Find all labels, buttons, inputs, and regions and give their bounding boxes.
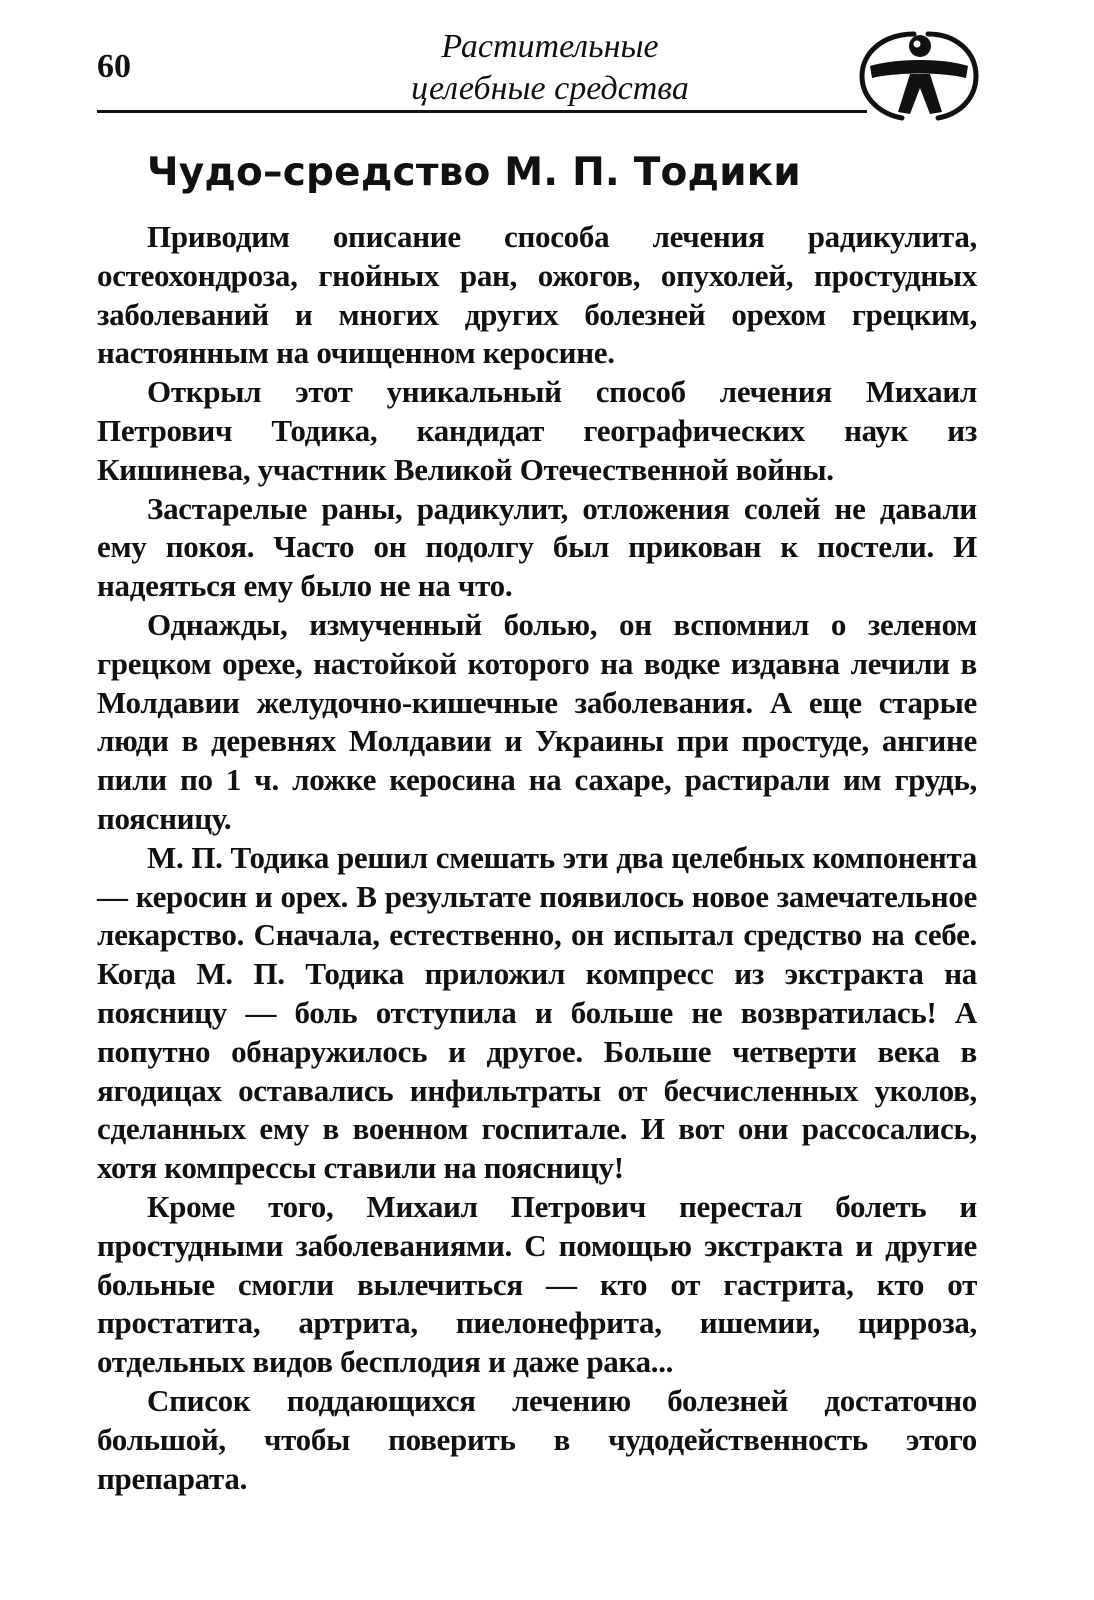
paragraph: Открыл этот уникальный способ лечения Михаил Петрович Тодика, кандидат географических наук из Кишинева, участник Великой Отечественной войны.	[97, 374, 977, 487]
paragraph: М. П. Тодика решил смешать эти два целебных компонента — керосин и орех. В результате появилось новое замечательное лекарство. Сначала, естественно, он испытал средство на себе. Когда М. П. Тодика приложил компресс из экстракта на поясницу — боль отступила и больше не возвратилась! А попутно обнаружилось и другое. Больше четверти века в ягодицах оставались инфильтраты от бесчисленных уколов, сделанных ему в военном госпитале. И вот они рассосались, хотя компрессы ставили на поясницу!	[97, 839, 977, 1186]
section-title-line-1: Растительные	[441, 28, 659, 65]
running-section-title	[340, 26, 760, 110]
paragraph: Застарелые раны, радикулит, отложения солей не давали ему покоя. Часто он подолгу был прикован к постели. И надеяться ему было не на что.	[97, 490, 977, 604]
section-title-line-2: целебные средства	[411, 70, 689, 107]
paragraph: Однажды, измученный болью, он вспомнил о зеленом грецком орехе, настойкой которого на водке издавна лечили в Молдавии желудочно-кишечные заболевания. А еще старые люди в деревнях Молдавии и Украины при простуде, ангине пили по 1 ч. ложке керосина на сахаре, растирали им грудь, поясницу.	[97, 606, 977, 836]
article-title: Чудо–средство М. П. Тодики	[147, 150, 801, 195]
paragraph: Приводим описание способа лечения радикулита, остеохондроза, гнойных ран, ожогов, опухолей, простудных заболеваний и многих других болезней орехом грецким, настоянным на очищенном керосине.	[97, 219, 977, 371]
article-body	[97, 218, 977, 1498]
header-rule	[97, 110, 867, 113]
paragraph: Кроме того, Михаил Петрович перестал болеть и простудными заболеваниями. С помощью экстракта и другие больные смогли вылечиться — кто от гастрита, кто от простатита, артрита, пиелонефрита, ишемии, цирроза, отдельных видов бесплодия и даже рака...	[97, 1188, 977, 1380]
paragraph: Список поддающихся лечению болезней достаточно большой, чтобы поверить в чудодейственность этого препарата.	[97, 1382, 977, 1496]
stylized-figure-logo-icon	[856, 26, 982, 122]
page-number: 60	[97, 48, 131, 85]
